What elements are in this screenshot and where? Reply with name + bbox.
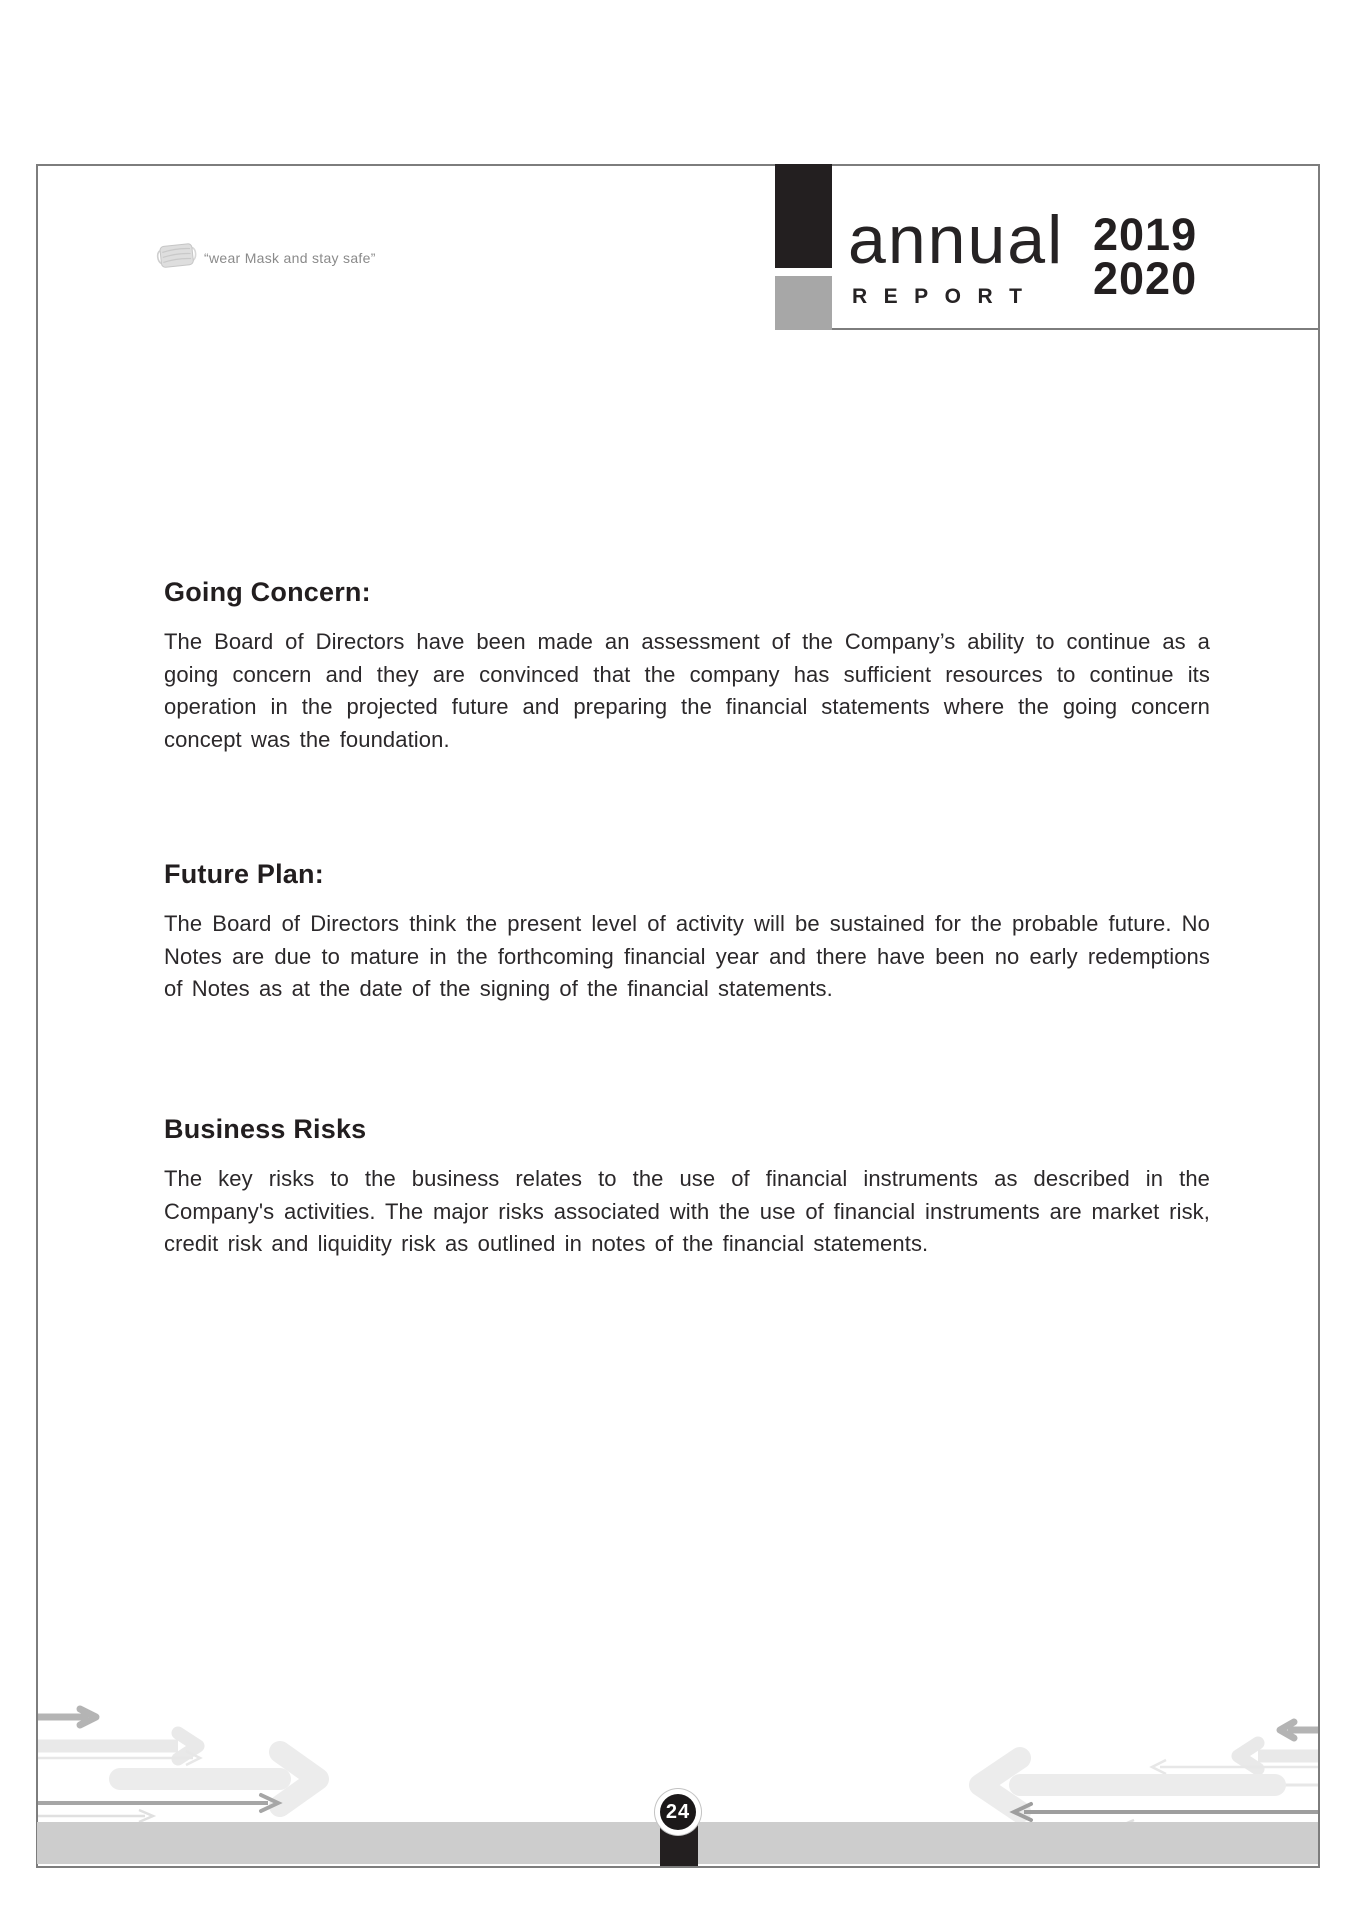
section-heading: Business Risks — [164, 1114, 367, 1144]
brand-annual: annual — [848, 202, 1065, 278]
page-number-badge — [655, 1789, 701, 1835]
mask-quote-text: “wear Mask and stay safe” — [204, 250, 376, 266]
brand-report: REPORT — [852, 285, 1039, 308]
page-number: 24 — [660, 1794, 696, 1830]
header-gray-block — [775, 276, 832, 330]
section-body: The Board of Directors think the present level of activity will be sustained for the probable future. No Notes are due to mature in the forthcoming financial year and there have been no early redemptions of Notes as at the date of the signing of the financial statements. — [164, 911, 1210, 1002]
section-body: The Board of Directors have been made an assessment of the Company’s ability to continue as a going concern and they are convinced that the company has sufficient resources to continue its operation in the projected future and preparing the financial statements where the going concern concept was the foundation. — [164, 629, 1210, 752]
header-underline — [832, 328, 1320, 330]
section-future-plan — [164, 858, 1210, 1006]
section-business-risks — [164, 1113, 1210, 1261]
page-border-frame — [36, 164, 1320, 1868]
header-black-block — [775, 164, 832, 268]
arrows-right-pointing-icon — [36, 1700, 336, 1830]
mask-quote-row — [156, 238, 516, 278]
arrows-left-pointing-icon — [958, 1712, 1320, 1832]
section-body: The key risks to the business relates to the use of financial instruments as described in the Company's activities. The major risks associated with the use of financial instruments are market risk, credit risk and liquidity risk as outlined in notes of the financial statements. — [164, 1166, 1210, 1257]
year-bottom: 2020 — [1093, 253, 1198, 304]
brand-years — [1093, 209, 1198, 304]
section-heading: Going Concern: — [164, 577, 371, 607]
year-top: 2019 — [1093, 209, 1198, 260]
face-mask-icon — [154, 235, 200, 280]
section-going-concern — [164, 576, 1210, 756]
section-heading: Future Plan: — [164, 859, 324, 889]
